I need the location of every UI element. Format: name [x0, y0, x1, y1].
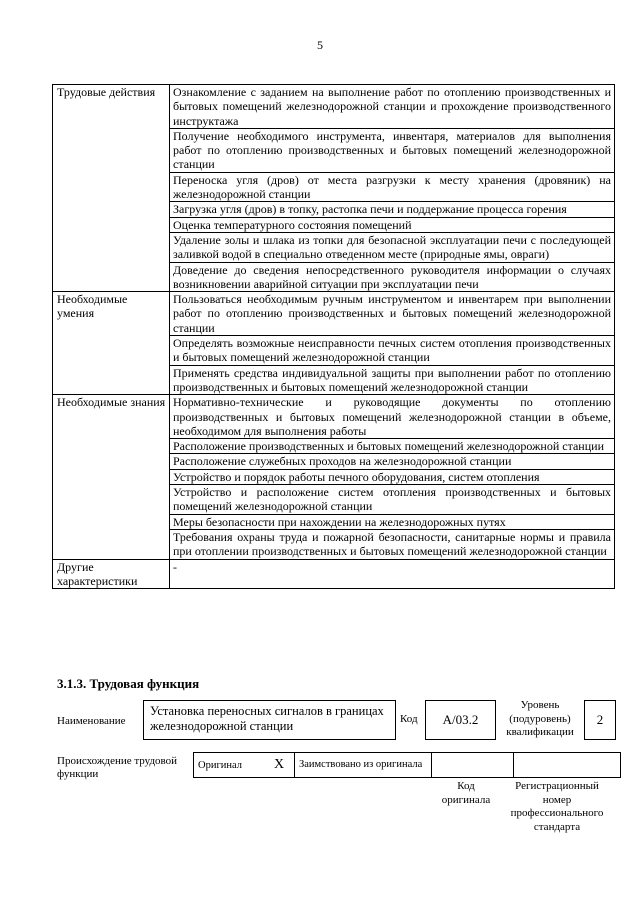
original-label: Оригинал	[194, 753, 265, 778]
reg-number-cell	[514, 753, 621, 778]
item-cell: Получение необходимого инструмента, инвентаря, материалов для выполнения работ по отоплению производственных и бытовых помещений железнодорожной станции	[170, 128, 615, 172]
origin-table	[193, 752, 621, 778]
table-row	[53, 395, 615, 439]
item-cell: Расположение производственных и бытовых помещений железнодорожной станции	[170, 439, 615, 454]
table-row	[53, 292, 615, 336]
item-cell: Удаление золы и шлака из топки для безопасной эксплуатации печи с последующей заливкой водой в специально отведенном месте (природные ямы, овраги)	[170, 232, 615, 262]
category-cell: Другие характеристики	[53, 559, 170, 589]
original-mark: X	[264, 753, 295, 778]
page-number: 5	[317, 38, 323, 52]
category-cell: Необходимые знания	[53, 395, 170, 559]
item-cell: Расположение служебных проходов на железнодорожной станции	[170, 454, 615, 469]
item-cell: Пользоваться необходимым ручным инструментом и инвентарем при выполнении работ по отоплению производственных и бытовых помещений железнодорожной станции	[170, 292, 615, 336]
category-cell: Трудовые действия	[53, 85, 170, 292]
code-value: А/03.2	[425, 700, 496, 740]
section-title: 3.1.3. Трудовая функция	[57, 676, 200, 691]
code-original-caption: Код оригинала	[441, 780, 491, 806]
level-value: 2	[584, 700, 616, 740]
item-cell: Применять средства индивидуальной защиты при выполнении работ по отоплению производственных и бытовых помещений железнодорожной станции	[170, 365, 615, 395]
item-cell: -	[170, 559, 615, 589]
name-label: Наименование	[57, 715, 126, 727]
item-cell: Нормативно-технические и руководящие документы по отоплению производственных и бытовых помещений железнодорожной станции в объеме, необходимом для выполнения работы	[170, 395, 615, 439]
item-cell: Загрузка угля (дров) в топку, растопка печи и поддержание процесса горения	[170, 202, 615, 217]
reg-number-caption: Регистрационный номер профессионального стандарта	[510, 780, 604, 833]
name-value: Установка переносных сигналов в границах железнодорожной станции	[143, 700, 396, 740]
category-cell: Необходимые умения	[53, 292, 170, 395]
origin-label: Происхождение трудовой функции	[57, 755, 178, 780]
table-row	[53, 559, 615, 589]
borrowed-label: Заимствовано из оригинала	[295, 753, 432, 778]
item-cell: Устройство и расположение систем отопления производственных и бытовых помещений железнодорожной станции	[170, 485, 615, 515]
code-label: Код	[400, 713, 418, 725]
item-cell: Переноска угля (дров) от места разгрузки к месту хранения (дровяник) на железнодорожной станции	[170, 172, 615, 202]
item-cell: Оценка температурного состояния помещений	[170, 217, 615, 232]
item-cell: Доведение до сведения непосредственного руководителя информации о случаях возникновении аварийной ситуации при эксплуатации печи	[170, 262, 615, 292]
labor-function-table	[52, 84, 615, 589]
item-cell: Устройство и порядок работы печного оборудования, систем отопления	[170, 469, 615, 484]
table-row	[53, 85, 615, 129]
item-cell: Ознакомление с заданием на выполнение работ по отоплению производственных и бытовых помещений железнодорожной станции и прохождение производственного инструктажа	[170, 85, 615, 129]
item-cell: Определять возможные неисправности печных систем отопления производственных и бытовых помещений железнодорожной станции	[170, 336, 615, 366]
level-label: Уровень (подуровень) квалификации	[506, 699, 574, 738]
item-cell: Меры безопасности при нахождении на железнодорожных путях	[170, 514, 615, 529]
code-original-cell	[432, 753, 514, 778]
item-cell: Требования охраны труда и пожарной безопасности, санитарные нормы и правила при отоплении производственных и бытовых помещений железнодорожной станции	[170, 529, 615, 559]
